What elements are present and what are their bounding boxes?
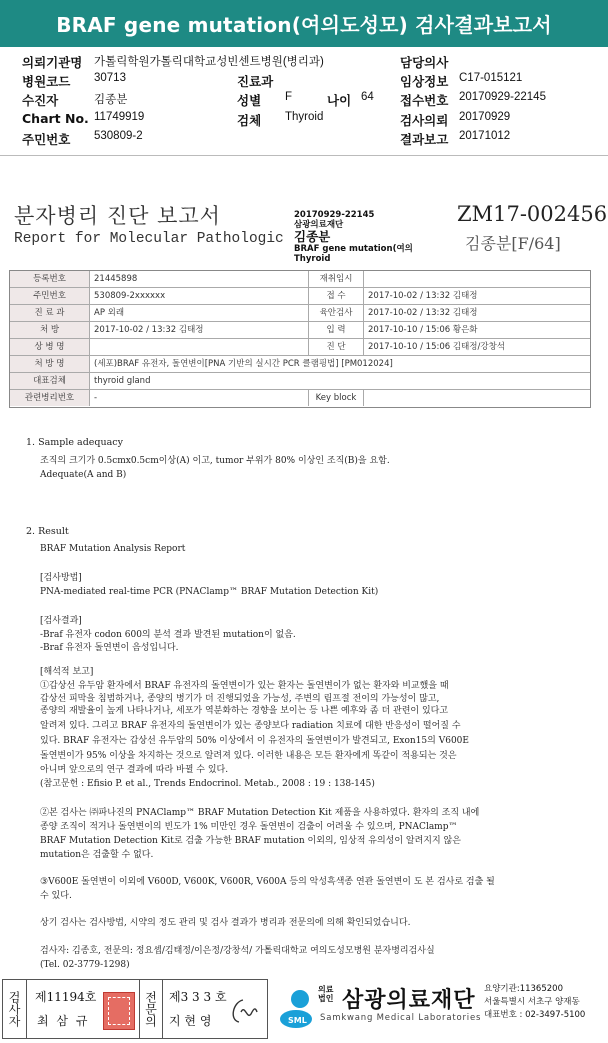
doctor-label: 담당의사 (400, 55, 449, 70)
interpretation-reference: (참고문헌 : Efisio P. et al., Trends Endocrinol. Metab., 2008 : 19 : 138-145) (40, 779, 375, 789)
reg-no-label: 등록번호 (10, 271, 90, 287)
gross-value: 2017-10-02 / 13:32 김태정 (368, 308, 478, 318)
header-divider (0, 155, 608, 156)
table-row (10, 305, 590, 322)
report-title-english: Report for Molecular Pathologic (14, 231, 284, 247)
org-tag-line-2: 법인 (318, 994, 334, 1003)
reviewer-signature (225, 994, 261, 1028)
id-label: 주민번호 (22, 132, 71, 147)
footer (0, 975, 608, 1043)
note-2-line: mutation은 검출할 수 없다. (40, 850, 154, 860)
sample-adequacy-text: 조직의 크기가 0.5cmx0.5cm이상(A) 이고, tumor 부위가 80% 이상인 조직(B)을 요함. (40, 456, 390, 466)
entry-label: 입 력 (308, 322, 364, 338)
signature-box (2, 979, 268, 1039)
sample-adequacy-heading: 1. Sample adequacy (26, 437, 123, 448)
page-title: BRAF gene mutation(여의도성모) 검사결과보고서 (0, 0, 608, 47)
id-value: 530809-2xxxxxx (94, 291, 166, 301)
interpretation-heading: [해석적 보고] (40, 667, 94, 677)
org-phone: 대표번호 : 02-3497-5100 (484, 1010, 586, 1020)
table-row (10, 339, 590, 356)
result-heading: 2. Result (26, 526, 69, 537)
department-label: 진료과 (237, 74, 274, 89)
method-value: (세포)BRAF 유전자, 돌연변이[PNA 기반의 실시간 PCR 클램핑법] [PM012024] (94, 359, 393, 369)
order-value: 2017-10-02 / 13:32 김태정 (94, 325, 204, 335)
inspector-label: 검사자 (3, 980, 27, 1038)
confirmation-text: 상기 검사는 검사방법, 시약의 정도 관리 및 검사 결과가 병리과 전문의에 의해 확인되었습니다. (40, 918, 411, 928)
sticker-receipt: 20170929-22145 (294, 210, 375, 220)
org-code: 요양기관:11365200 (484, 984, 563, 994)
sex-value: F (285, 91, 293, 103)
receipt-no-label: 접수번호 (400, 93, 449, 108)
interpretation-line: 알려져 있다. 그리고 BRAF 유전자의 돌연변이가 있는 종양보다 radiation 치료에 대한 반응성이 떨어질 수 (40, 721, 461, 731)
org-contact-info (484, 983, 585, 1022)
institution-label: 의뢰기관명 (22, 55, 83, 70)
clinical-info-label: 임상정보 (400, 74, 449, 89)
reg-no-value: 21445898 (94, 274, 138, 284)
ward-label: 상 병 명 (10, 339, 90, 355)
sample-adequacy-result: Adequate(A and B) (40, 470, 127, 480)
institution-value: 가톨릭학원가톨릭대학교성빈센트병원(병리과) (94, 56, 324, 68)
dept-label: 진 료 과 (10, 305, 90, 321)
specimen-value: Thyroid (285, 111, 324, 123)
patient-value: 김종분 (94, 94, 128, 106)
org-type-tag (318, 985, 333, 1003)
report-date-label: 결과보고 (400, 132, 449, 147)
specimen-label: 검체 (237, 113, 262, 128)
receipt-no-value: 20170929-22145 (459, 91, 546, 103)
age-label: 나이 (327, 93, 352, 108)
interpretation-line: 아니며 앞으로의 연구 결과에 따라 바뀔 수 있다. (40, 765, 229, 775)
related-label: 관련병리번호 (10, 390, 90, 406)
age-value: 64 (361, 91, 374, 103)
note-2-line: ②본 검사는 ㈜파나진의 PNAClamp™ BRAF Mutation Detection Kit 제품을 사용하였다. 환자의 조직 내에 (40, 808, 480, 818)
table-row (10, 390, 590, 407)
org-name: 삼광의료재단 (342, 988, 476, 1013)
hospital-code-value: 30713 (94, 72, 126, 84)
result-line-2: -Braf 유전자 돌연변이 음성입니다. (40, 643, 179, 653)
report-header (0, 50, 608, 150)
sticker-org: 삼광의료재단 (294, 220, 344, 230)
table-row (10, 322, 590, 339)
case-number: ZM17-002456 (457, 202, 608, 226)
specimen-label-sticker (294, 210, 413, 264)
clinical-info-value: C17-015121 (459, 72, 523, 84)
order-label: 처 방 (10, 322, 90, 338)
sticker-test: BRAF gene mutation(여의 (294, 244, 413, 254)
reviewer-label: 전문의 (139, 980, 163, 1038)
sticker-name: 김종분 (294, 229, 331, 244)
interpretation-line: 종양의 재발율이 높게 나타나거나, 세포가 역분화하는 경향을 보이는 등 나쁜 예후와 좀 더 관련이 있다고 (40, 706, 449, 716)
receipt-label: 접 수 (308, 288, 364, 304)
hospital-code-label: 병원코드 (22, 74, 71, 89)
resubmit-value (368, 271, 588, 287)
id-value: 530809-2 (94, 130, 143, 142)
sticker-specimen: Thyroid (294, 254, 331, 264)
report-date-value: 20171012 (459, 130, 511, 142)
gross-label: 육안검사 (308, 305, 364, 321)
chart-label: Chart No. (22, 111, 89, 126)
id-label: 주민번호 (10, 288, 90, 304)
interpretation-line: ①갑상선 유두암 환자에서 BRAF 유전자의 돌연변이가 있는 환자는 돌연변이가 없는 환자와 비교했을 때 (40, 681, 449, 691)
key-block-label: Key block (308, 390, 364, 406)
method-heading: [검사방법] (40, 573, 82, 583)
interpretation-line: 있다. BRAF 유전자는 갑상선 유두암의 50% 이상에서 이 유전자의 돌연변이가 발견되고, Exon15의 V600E (40, 736, 469, 746)
key-block-value (368, 390, 588, 406)
reviewer-number: 제3 3 3 호 (169, 990, 227, 1004)
reviewer-name: 지 현 영 (169, 1014, 212, 1028)
table-row (10, 288, 590, 305)
diag-label: 진 단 (308, 339, 364, 355)
org-address: 서울특별시 서초구 양재동 (484, 997, 580, 1007)
inspector-seal (103, 992, 135, 1030)
request-date-value: 20170929 (459, 111, 511, 123)
interpretation-line: 갑상선 피막을 침범하거나, 종양의 병기가 더 진행되었을 가능성, 주변의 림프절 전이의 가능성이 많고, (40, 694, 440, 704)
receipt-value: 2017-10-02 / 13:32 김태정 (368, 291, 478, 301)
examiner-line: 검사자: 김종호, 전문의: 정요셉/김태정/이은정/강창석/ 가톨릭대학교 여의도성모병원 분자병리검사실 (40, 946, 435, 956)
ward-value (94, 339, 304, 355)
method-label: 처 방 명 (10, 356, 90, 372)
org-tag-line-1: 의료 (318, 985, 334, 994)
interpretation-line: 돌연변이가 95% 이상을 차지하는 것으로 알려져 있다. 이러한 내용은 모든 환자에게 똑같이 적용되는 것은 (40, 751, 457, 761)
table-row (10, 271, 590, 288)
request-date-label: 검사의뢰 (400, 113, 449, 128)
inspector-number: 제11194호 (35, 990, 97, 1004)
result-section-heading: [검사결과] (40, 616, 82, 626)
patient-label: 수진자 (22, 93, 59, 108)
result-line-1: -Braf 유전자 codon 600의 분석 결과 발견된 mutation이 없음. (40, 630, 296, 640)
table-row (10, 373, 590, 390)
tissue-value: thyroid gland (94, 376, 151, 386)
table-row (10, 356, 590, 373)
chart-value: 11749919 (94, 111, 145, 123)
related-value: - (94, 393, 98, 403)
method-text: PNA-mediated real-time PCR (PNAClamp™ BRAF Mutation Detection Kit) (40, 587, 379, 597)
scanned-report (0, 180, 608, 970)
note-3-line: 수 있다. (40, 891, 72, 901)
diag-value: 2017-10-10 / 15:06 김태정/강창석 (368, 342, 505, 352)
entry-value: 2017-10-10 / 15:06 황은화 (368, 325, 478, 335)
dept-value: AP 외래 (94, 308, 125, 318)
note-2-line: BRAF Mutation Detection Kit로 검출 가능한 BRAF mutation 이외의, 임상적 유의성이 알려지지 않은 (40, 836, 461, 846)
sex-label: 성별 (237, 93, 262, 108)
info-table (9, 270, 591, 408)
inspector-name: 최 삼 규 (37, 1014, 90, 1028)
patient-tag: 김종분[F/64] (465, 234, 561, 253)
org-name-english: Samkwang Medical Laboratories (320, 1013, 482, 1023)
result-subtitle: BRAF Mutation Analysis Report (40, 544, 186, 554)
contact-phone: (Tel. 02-3779-1298) (40, 960, 130, 970)
note-3-line: ③V600E 돌연변이 이외에 V600D, V600K, V600R, V600A 등의 악성흑색종 연관 돌연변이 도 본 검사로 검출 될 (40, 877, 495, 887)
note-2-line: 종양 조직이 적거나 돌연변이의 빈도가 1% 미만인 경우 돌연변이 검출이 어려울 수 있으며, PNAClamp™ (40, 822, 458, 832)
tissue-label: 대표검체 (10, 373, 90, 389)
sml-logo-text: SML (288, 1016, 307, 1025)
resubmit-label: 재취임시 (308, 271, 364, 287)
report-title-korean: 분자병리 진단 보고서 (14, 204, 221, 228)
